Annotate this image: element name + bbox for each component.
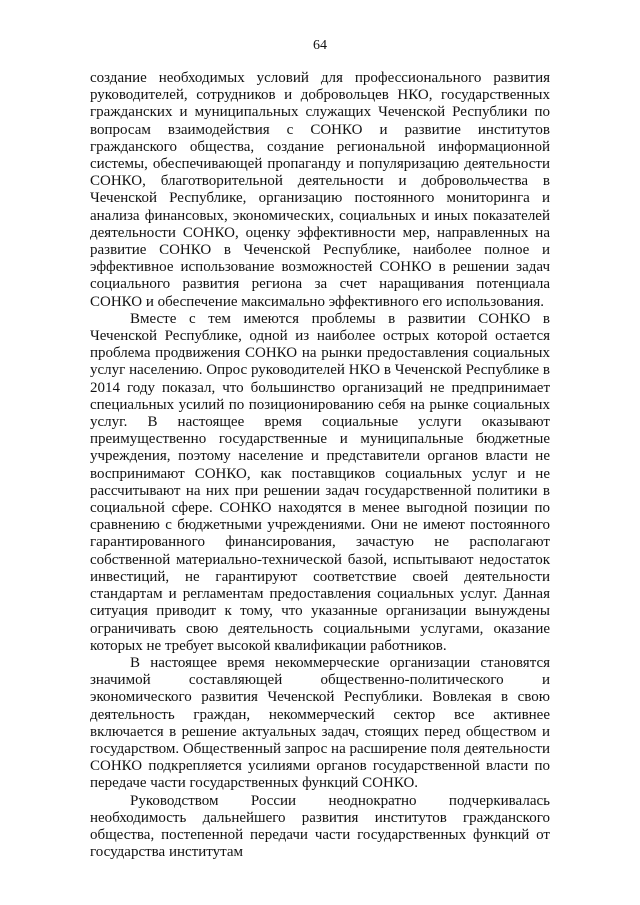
document-body bbox=[90, 70, 550, 861]
paragraph: В настоящее время некоммерческие организации становятся значимой составляющей общественно-политического и экономического развития Чеченской Республики. Вовлекая в свою деятельность граждан, некоммерческий сектор все активнее включается в решение актуальных задач, стоящих перед обществом и государством. Общественный запрос на расширение поля деятельности СОНКО подкрепляется усилиями органов государственной власти по передаче части государственных функций СОНКО. bbox=[90, 654, 550, 792]
page-number: 64 bbox=[313, 38, 327, 53]
paragraph: Вместе с тем имеются проблемы в развитии СОНКО в Чеченской Республике, одной из наиболее острых которой остается проблема продвижения СОНКО на рынки предоставления социальных услуг населению. Опрос руководителей НКО в Чеченской Республике в 2014 году показал, что большинство организаций не предпринимает специальных усилий по позиционированию себя на рынке социальных услуг. В настоящее время социальные услуги оказывают преимущественно государственные и муниципальные бюджетные учреждения, поэтому население и представители органов власти не воспринимают СОНКО, как поставщиков социальных услуг и не рассчитывают на них при решении задач государственной политики в социальной сфере. СОНКО находятся в менее выгодной позиции по сравнению с бюджетными учреждениями. Они не имеют постоянного гарантированного финансирования, зачастую не располагают собственной материально-технической базой, испытывают недостаток инвестиций, не гарантируют соответствие своей деятельности стандартам и регламентам предоставления социальных услуг. Данная ситуация приводит к тому, что указанные организации вынуждены ограничивать свою деятельность социальными услугами, оказание которых не требует высокой квалификации работников. bbox=[90, 310, 550, 654]
paragraph: Руководством России неоднократно подчеркивалась необходимость дальнейшего развития институтов гражданского общества, постепенной передачи части государственных функций от государства институтам bbox=[90, 792, 550, 861]
paragraph: создание необходимых условий для профессионального развития руководителей, сотрудников и добровольцев НКО, государственных гражданских и муниципальных служащих Чеченской Республики по вопросам взаимодействия с СОНКО и развитие институтов гражданского общества, создание региональной информационной системы, обеспечивающей пропаганду и популяризацию деятельности СОНКО, благотворительной деятельности и добровольчества в Чеченской Республике, организацию постоянного мониторинга и анализа финансовых, экономических, социальных и иных показателей деятельности СОНКО, оценку эффективности мер, направленных на развитие СОНКО в Чеченской Республике, наиболее полное и эффективное использование возможностей СОНКО в решении задач социального развития региона за счет наращивания потенциала СОНКО и обеспечение максимально эффективного его использования. bbox=[90, 70, 550, 310]
